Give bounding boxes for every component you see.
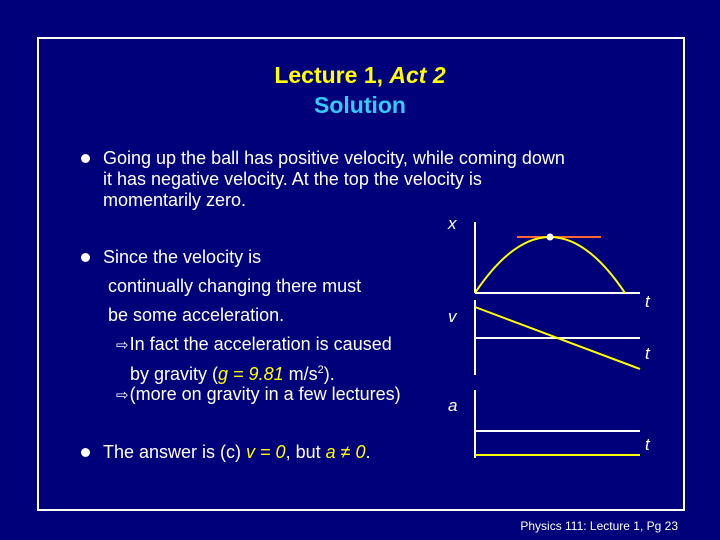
slide-title <box>0 60 720 120</box>
sub-bullet-2 <box>116 384 401 405</box>
arrow-icon: ⇨ <box>116 336 129 354</box>
bullet-2-line-1: Since the velocity is <box>103 247 262 267</box>
bullet-1-line-2: it has negative velocity. At the top the velocity is <box>103 169 482 189</box>
bullet-1-line-3: momentarily zero. <box>103 190 247 210</box>
bullet-3 <box>103 442 371 462</box>
footer-page-number: Physics 111: Lecture 1, Pg 23 <box>520 519 678 533</box>
answer-pre: The answer is (c) <box>103 442 247 462</box>
a-axis-label: a <box>448 396 458 415</box>
arrow-icon: ⇨ <box>116 386 129 404</box>
v-axis-label: v <box>448 307 457 326</box>
bullet-2-line-3: be some acceleration. <box>108 305 285 325</box>
t-label-a-graph: t <box>645 435 650 454</box>
title-act: Act 2 <box>389 62 446 88</box>
bullet-1-dot <box>81 154 90 163</box>
answer-mid: , but <box>285 442 326 462</box>
sub-bullet-2-text: (more on gravity in a few lectures) <box>129 384 401 404</box>
answer-velocity: v = 0 <box>246 442 286 462</box>
bullet-2-line-2: continually changing there must <box>108 276 362 296</box>
bullet-1-line-1: Going up the ball has positive velocity, while coming down <box>103 148 565 168</box>
sub-bullet-1-text: In fact the acceleration is caused <box>129 334 392 354</box>
title-part1: Lecture 1, <box>274 62 390 88</box>
bullet-3-dot <box>81 448 90 457</box>
gravity-value: g = 9.81 <box>218 364 284 384</box>
gravity-pre: by gravity ( <box>130 364 219 384</box>
t-label-v-graph: t <box>645 344 650 363</box>
answer-post: . <box>365 442 371 462</box>
t-label-x-graph: t <box>645 292 650 311</box>
x-axis-label: x <box>448 214 457 233</box>
title-solution: Solution <box>314 92 406 118</box>
gravity-post: ). <box>323 364 335 384</box>
sub-bullet-1-line-1 <box>116 334 392 355</box>
answer-acceleration: a ≠ 0 <box>325 442 366 462</box>
gravity-unit: m/s <box>283 364 318 384</box>
bullet-2-dot <box>81 253 90 262</box>
gravity-exponent: 2 <box>317 364 324 376</box>
sub-bullet-1-line-2 <box>130 360 335 384</box>
